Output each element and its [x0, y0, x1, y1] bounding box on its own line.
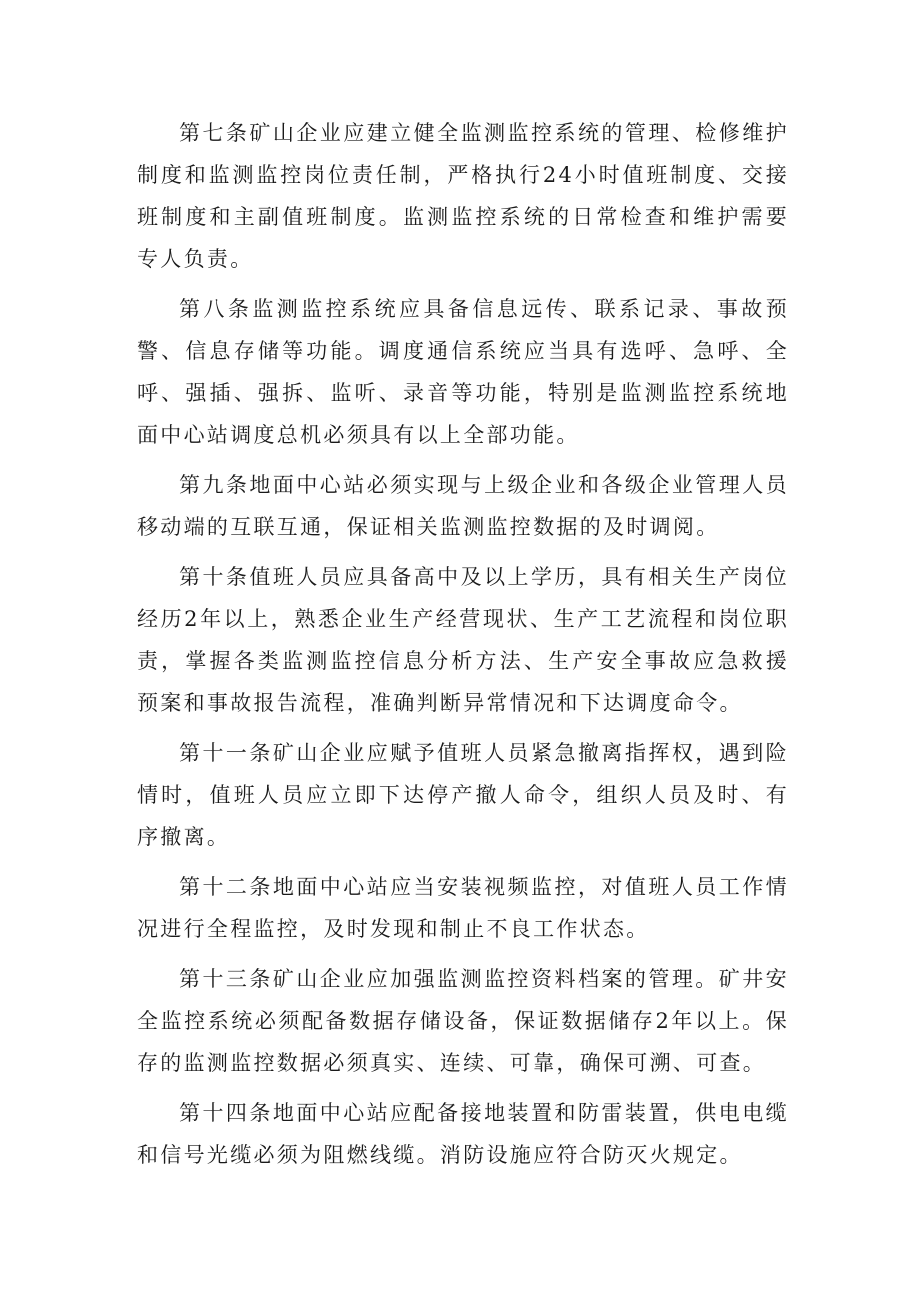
document-body: [137, 112, 789, 1184]
article-8-paragraph: 第八条监测监控系统应具备信息远传、联系记录、事故预警、信息存储等功能。调度通信系统应当具有选呼、急呼、全呼、强插、强拆、监听、录音等功能，特别是监测监控系统地面中心站调度总机必须具有以上全部功能。: [137, 297, 789, 447]
article-13-paragraph: 第十三条矿山企业应加强监测监控资料档案的管理。矿井安全监控系统必须配备数据存储设备，保证数据储存2年以上。保存的监测监控数据必须真实、连续、可靠，确保可溯、可查。: [137, 967, 789, 1075]
article-14-paragraph: 第十四条地面中心站应配备接地装置和防雷装置，供电电缆和信号光缆必须为阻燃线缆。消防设施应符合防灭火规定。: [137, 1101, 789, 1167]
article-7-paragraph: 第七条矿山企业应建立健全监测监控系统的管理、检修维护制度和监测监控岗位责任制，严格执行24小时值班制度、交接班制度和主副值班制度。监测监控系统的日常检查和维护需要专人负责。: [137, 121, 789, 271]
article-10-paragraph: 第十条值班人员应具备高中及以上学历，具有相关生产岗位经历2年以上，熟悉企业生产经营现状、生产工艺流程和岗位职责，掌握各类监测监控信息分析方法、生产安全事故应急救援预案和事故报告流程，准确判断异常情况和下达调度命令。: [137, 565, 789, 715]
article-9-paragraph: 第九条地面中心站必须实现与上级企业和各级企业管理人员移动端的互联互通，保证相关监测监控数据的及时调阅。: [137, 473, 789, 539]
article-12-paragraph: 第十二条地面中心站应当安装视频监控，对值班人员工作情况进行全程监控，及时发现和制止不良工作状态。: [137, 875, 789, 941]
article-11-paragraph: 第十一条矿山企业应赋予值班人员紧急撤离指挥权，遇到险情时，值班人员应立即下达停产撤人命令，组织人员及时、有序撤离。: [137, 741, 789, 849]
